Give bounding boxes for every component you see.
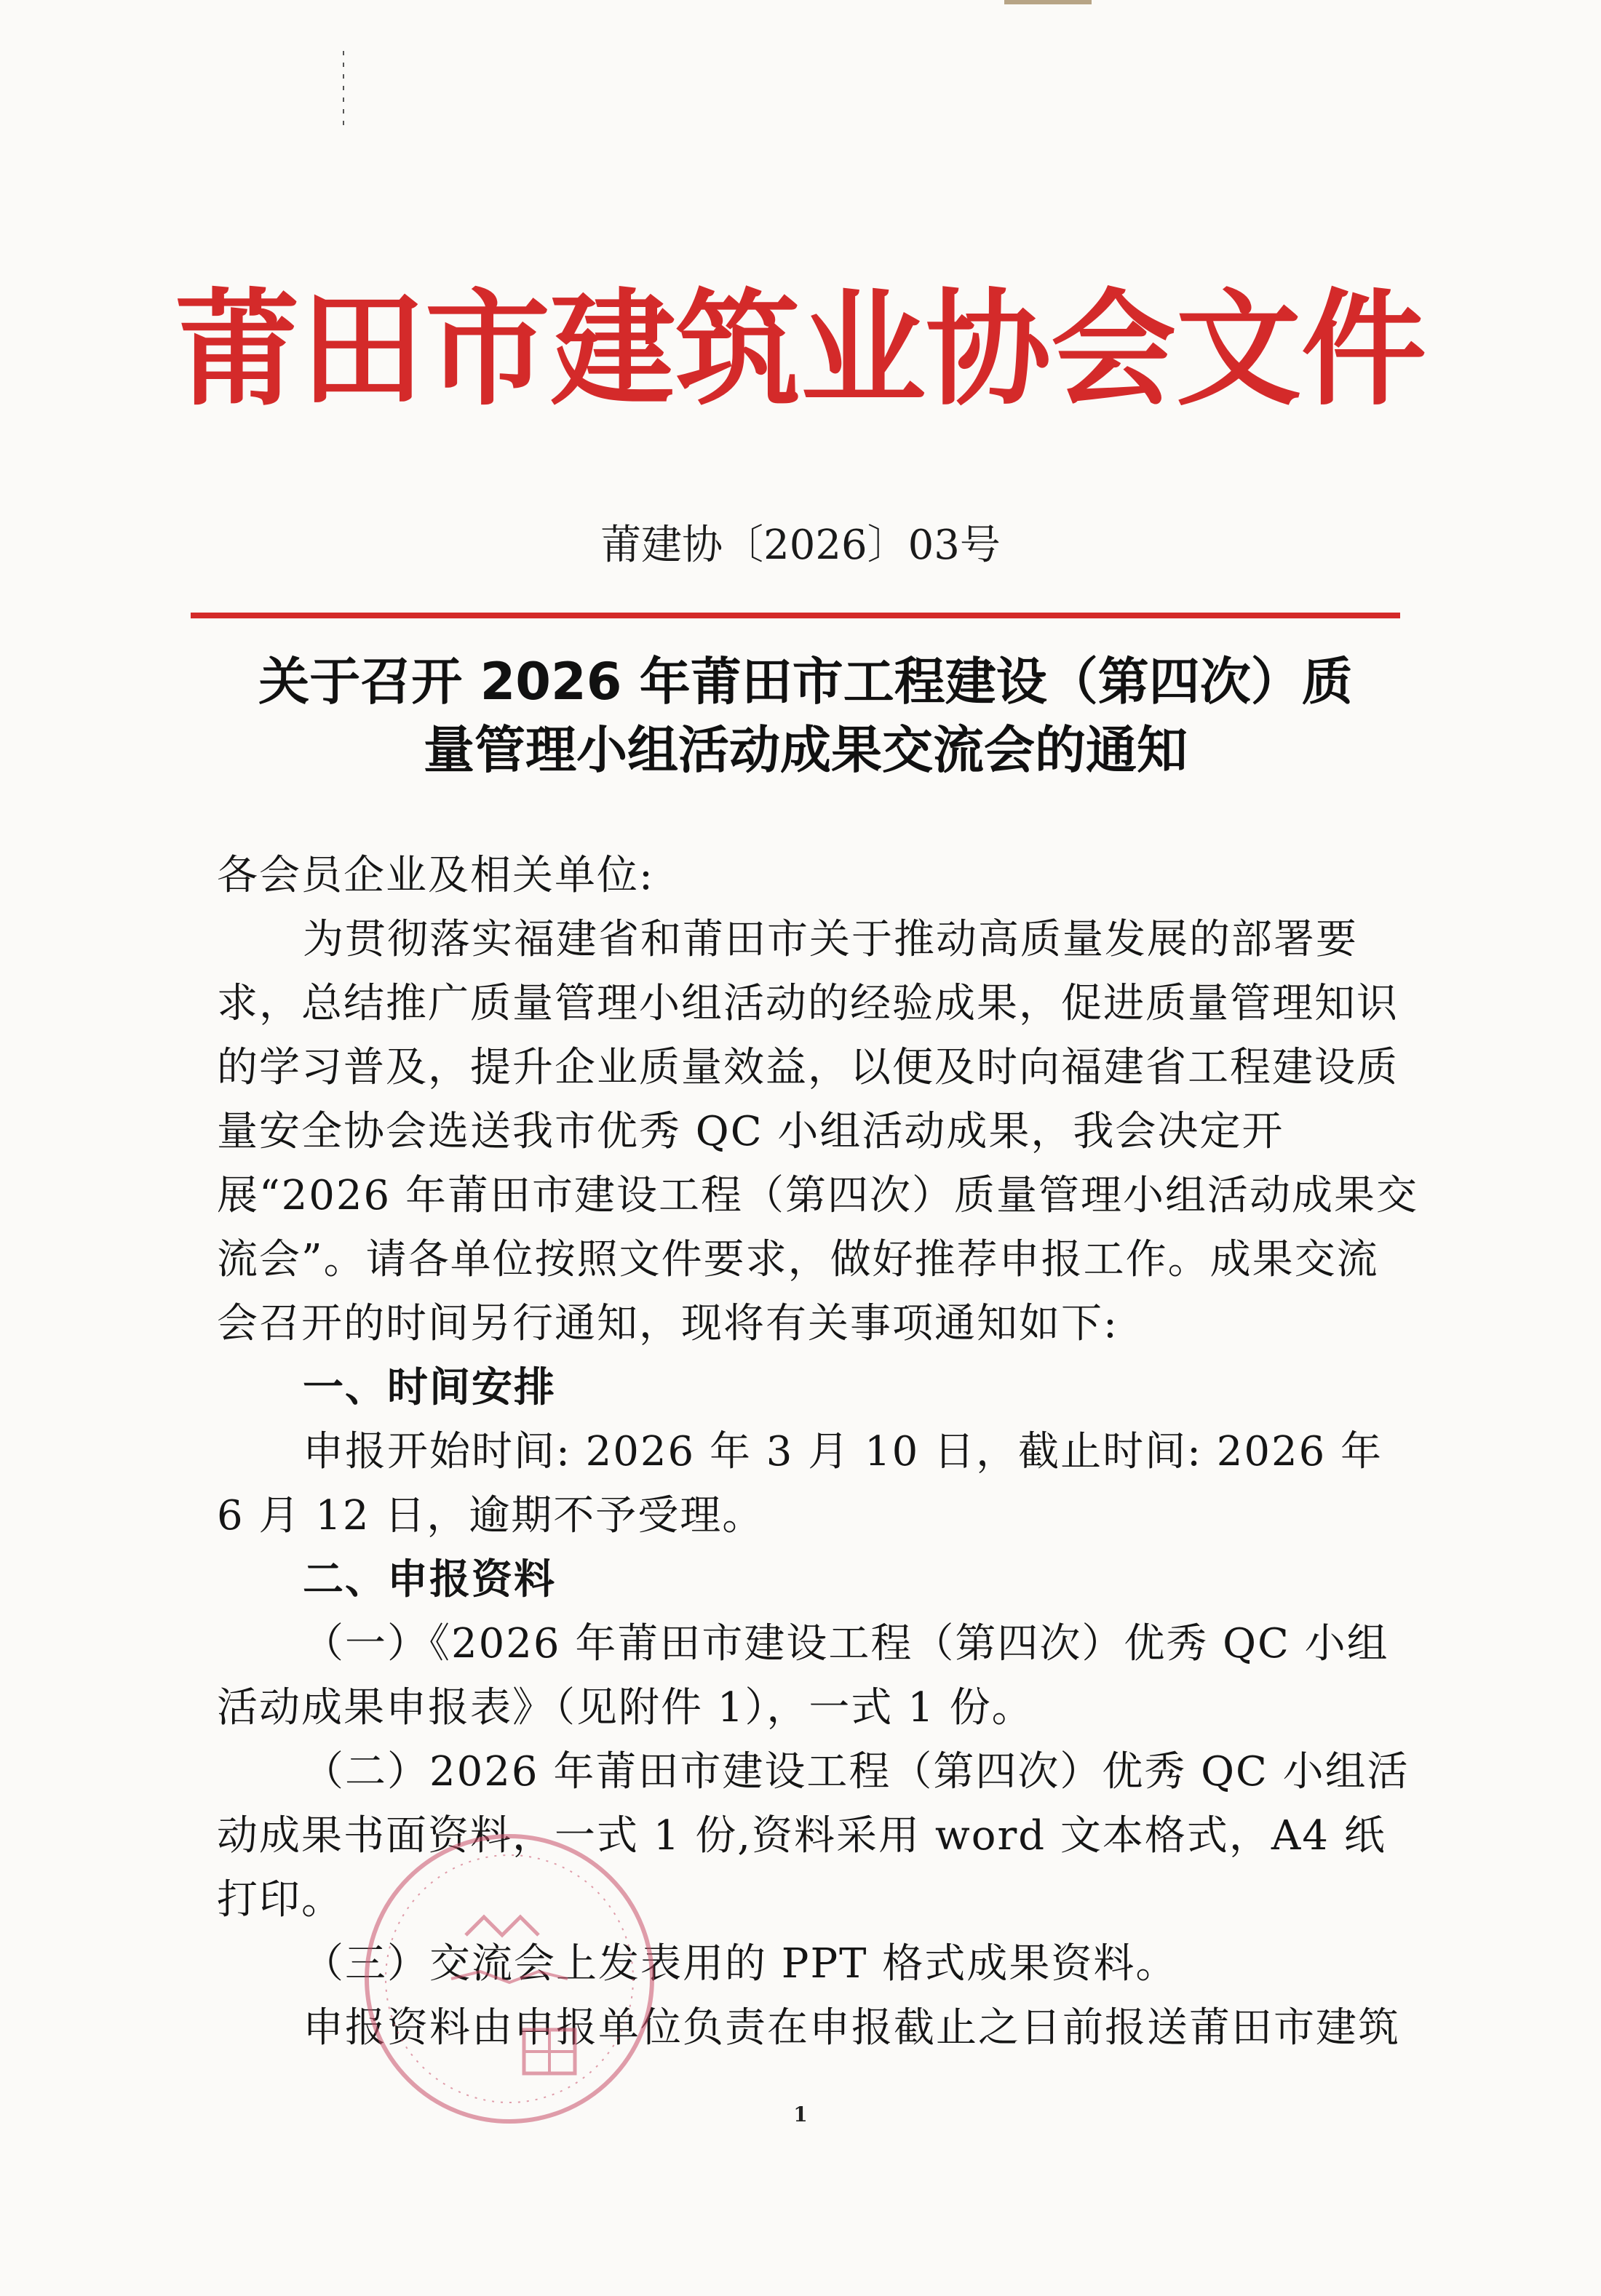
closing-paragraph: 申报资料由申报单位负责在申报截止之日前报送莆田市建筑: [303, 2004, 1400, 2052]
document-number: 莆建协〔2026〕03号: [600, 522, 1001, 569]
materials-item-1: （一）《2026 年莆田市建设工程（第四次）优秀 QC 小组活动成果申报表》（见附件 1），一式 1 份。: [217, 1620, 1389, 1731]
document-title: [191, 647, 1421, 784]
title-line-1: 关于召开 2026 年莆田市工程建设（第四次）质: [258, 652, 1353, 711]
organization-header: 莆田市建筑业协会文件: [175, 275, 1426, 423]
scan-edge-mark: [1004, 0, 1092, 4]
materials-item-3: （三）交流会上发表用的 PPT 格式成果资料。: [303, 1940, 1178, 1988]
intro-paragraph: 为贯彻落实福建省和莆田市关于推动高质量发展的部署要求，总结推广质量管理小组活动的经验成果，促进质量管理知识的学习普及，提升企业质量效益，以便及时向福建省工程建设质量安全协会选送我市优秀 QC 小组活动成果，我会决定开展“2026 年莆田市建设工程（第四次）质量管理小组活动成果交流会”。请各单位按照文件要求，做好推荐申报工作。成果交流会召开的时间另行通知，现将有关事项通知如下:: [217, 916, 1418, 1347]
section-heading-schedule: 一、时间安排: [303, 1364, 556, 1411]
materials-item-2: （二）2026 年莆田市建设工程（第四次）优秀 QC 小组活动成果书面资料，一式 1 份,资料采用 word 文本格式，A4 纸打印。: [217, 1748, 1410, 1924]
title-line-2: 量管理小组活动成果交流会的通知: [424, 720, 1188, 780]
scan-tick-mark: [342, 51, 345, 131]
salutation: 各会员企业及相关单位:: [217, 852, 654, 899]
header-divider: [191, 613, 1400, 618]
page-number: 1: [793, 2102, 808, 2126]
section-heading-materials: 二、申报资料: [303, 1556, 556, 1603]
official-seal-stamp: [357, 1826, 662, 2132]
schedule-paragraph: 申报开始时间: 2026 年 3 月 10 日，截止时间: 2026 年 6 月 12 日，逾期不予受理。: [217, 1428, 1383, 1539]
